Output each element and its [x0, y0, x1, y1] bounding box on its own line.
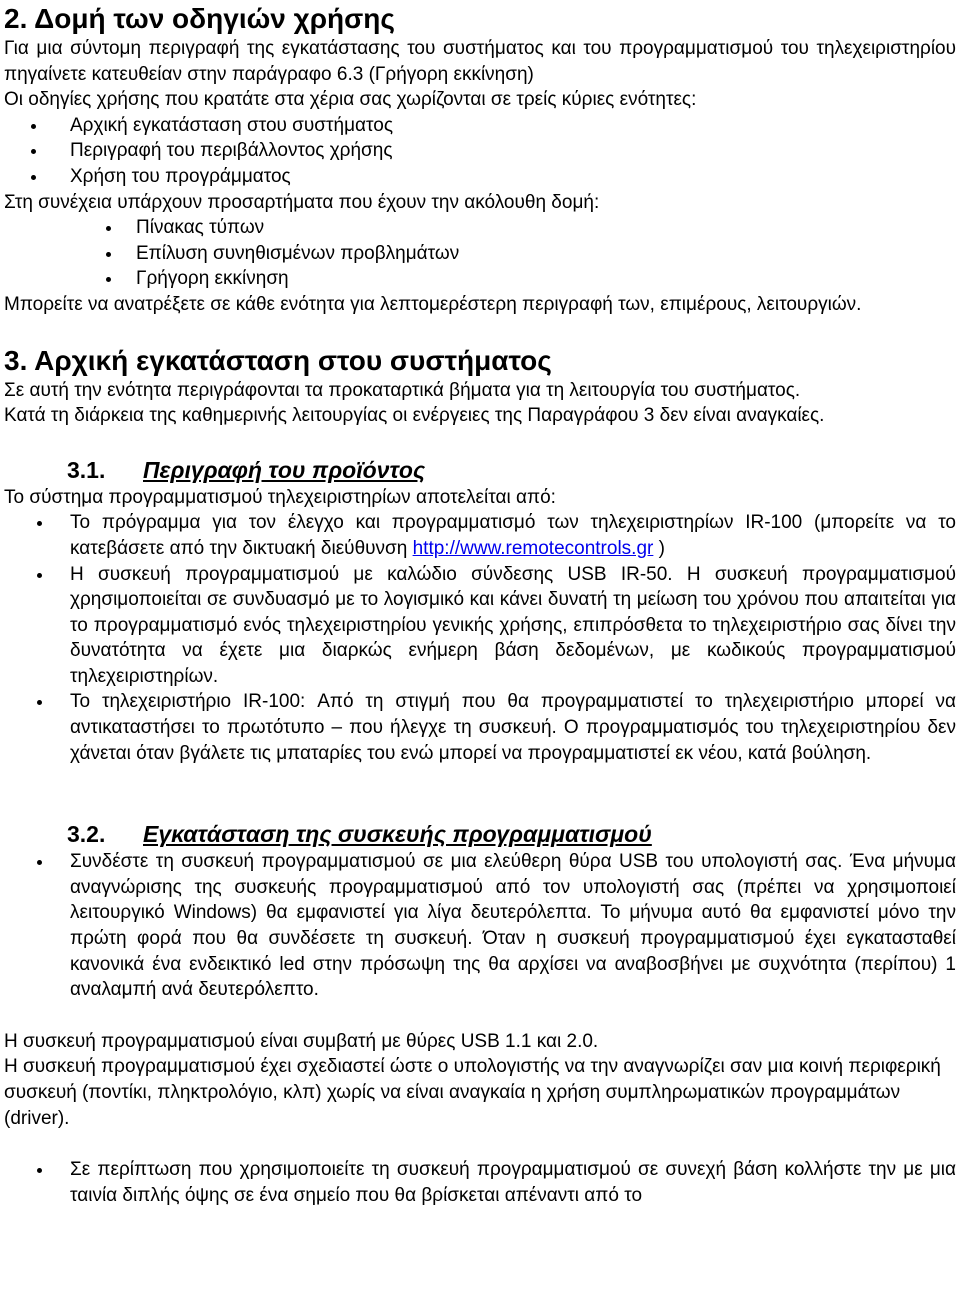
section-3-heading: 3. Αρχική εγκατάσταση στου συστήματος	[4, 344, 552, 376]
appendix-intro: Στη συνέχεια υπάρχουν προσαρτήματα που έχουν την ακόλουθη δομή:	[4, 191, 600, 213]
list-item: Αρχική εγκατάσταση στου συστήματος	[4, 113, 956, 139]
section-2-heading: 2. Δομή των οδηγιών χρήσης	[4, 3, 395, 34]
section-number: 3.1.	[67, 456, 106, 483]
list-item: Συνδέστε τη συσκευή προγραμματισμού σε μια ελεύθερη θύρα USB του υπολογιστή σας. Ένα μήνυμα αναγνώρισης της συσκευής προγραμματισμού από τον υπολογιστή σας (πρέπει να χρησιμοποιεί λειτουργικό Windows) θα εμφανιστεί για λίγα δευτερόλεπτα. Το μήνυμα αυτό θα εμφανιστεί μόνο την πρώτη φορά που θα συνδέσετε τη συσκευή. Όταν η συσκευή προγραμματισμού έχει εγκατασταθεί κανονικά ένα ενδεικτικό led στην πρόσωψη της θα αρχίσει να αναβοσβήνει με συχνότητα (περίπου) 1 αναλαμπή ανά δευτερόλεπτο.	[4, 849, 956, 1003]
document-page	[4, 0, 956, 1208]
section-3-2-heading	[4, 819, 956, 849]
section-2-parts-intro: Οι οδηγίες χρήσης που κρατάτε στα χέρια σας χωρίζονται σε τρείς κύριες ενότητες:	[4, 89, 697, 111]
list-item: Η συσκευή προγραμματισμού με καλώδιο σύνδεσης USB IR-50. Η συσκευή προγραμματισμού χρησιμοποιείται σε συνδυασμό με το λογισμικό και κάνει δυνατή τη μείωση του χρόνου που απαιτείται για το προγραμματισμό ενός τηλεχειριστηρίου γενικής χρήσης, επιπρόσθετα το τηλεχειριστήριο σας δίνει την δυνατότητα να έχετε μια διαρκώς ενήμερη βάση δεδομένων, με κωδικούς προγραμματισμού τηλεχειριστηρίων.	[4, 562, 956, 690]
list-item: Γρήγορη εκκίνηση	[4, 266, 956, 292]
usb-compat-paragraph: Η συσκευή προγραμματισμού είναι συμβατή με θύρες USB 1.1 και 2.0.	[4, 1030, 599, 1052]
section-2-closing: Μπορείτε να ανατρέξετε σε κάθε ενότητα για λεπτομερέστερη περιγραφή των, επιμέρους, λειτουργιών.	[4, 293, 862, 315]
section-3-1-intro: Το σύστημα προγραμματισμού τηλεχειριστηρίων αποτελείται από:	[4, 486, 556, 508]
list-item: Περιγραφή του περιβάλλοντος χρήσης	[4, 138, 956, 164]
list-item: Χρήση του προγράμματος	[4, 164, 956, 190]
list-item: Πίνακας τύπων	[4, 215, 956, 241]
device-design-paragraph: Η συσκευή προγραμματισμού έχει σχεδιαστεί ώστε ο υπολογιστής να την αναγνωρίζει σαν μια κοινή περιφερική συσκευή (ποντίκι, πληκτρολόγιο, κλπ) χωρίς να είναι αναγκαία η χρήση συμπληρωματικών προγραμμάτων (driver).	[4, 1056, 941, 1129]
item-text-end: )	[653, 537, 665, 559]
section-title: Περιγραφή του προϊόντος	[143, 456, 426, 483]
section-3-paragraph-1: Σε αυτή την ενότητα περιγράφονται τα προκαταρτικά βήματα για τη λειτουργία του συστήματος.	[4, 379, 801, 401]
section-3-1-heading	[4, 455, 956, 485]
product-list	[4, 510, 956, 766]
list-item: Σε περίπτωση που χρησιμοποιείτε τη συσκευή προγραμματισμού σε συνεχή βάση κολλήστε την με μια ταινία διπλής όψης σε ένα σημείο που θα βρίσκεται απέναντι από το	[4, 1157, 956, 1208]
usage-list	[4, 1157, 956, 1208]
section-3-paragraph-2: Κατά τη διάρκεια της καθημερινής λειτουργίας οι ενέργειες της Παραγράφου 3 δεν είναι αναγκαίες.	[4, 405, 825, 427]
item-text: Το πρόγραμμα για τον έλεγχο και προγραμματισμό των τηλεχειριστηρίων IR-100 (μπορείτε να το κατεβάσετε από την δικτυακή διεύθυνση	[70, 512, 956, 559]
list-item: Επίλυση συνηθισμένων προβλημάτων	[4, 241, 956, 267]
section-number: 3.2.	[67, 821, 106, 848]
website-link[interactable]: http://www.remotecontrols.gr	[412, 537, 654, 559]
list-item: Το τηλεχειριστήριο IR-100: Από τη στιγμή που θα προγραμματιστεί το τηλεχειριστήριο μπορεί να αντικαταστήσει το πρωτότυπο – που ήλεγχε τη συσκευή. Ο προγραμματισμός του τηλεχειριστηρίου δεν χάνεται όταν βγάλετε τις μπαταρίες του ενώ μπορεί να προγραμματιστεί εκ νέου, κατά βούληση.	[4, 689, 956, 766]
appendix-list	[4, 215, 956, 292]
section-title: Εγκατάσταση της συσκευής προγραμματισμού	[143, 821, 652, 848]
list-item	[4, 510, 956, 561]
parts-list	[4, 113, 956, 190]
install-list	[4, 849, 956, 1003]
section-2-intro: Για μια σύντομη περιγραφή της εγκατάστασης του συστήματος και του προγραμματισμού του τηλεχειριστηρίου πηγαίνετε κατευθείαν στην παράγραφο 6.3 (Γρήγορη εκκίνηση)	[4, 38, 956, 85]
